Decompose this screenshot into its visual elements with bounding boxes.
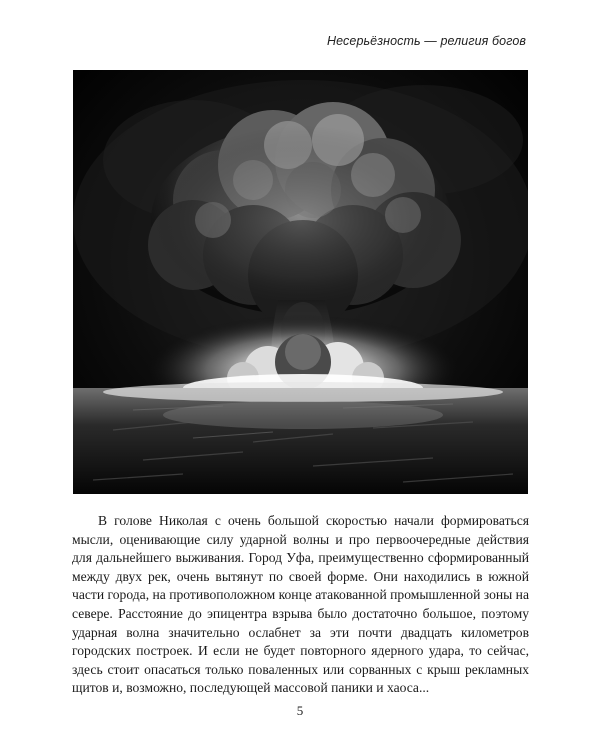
- body-paragraph: В голове Николая с очень большой скоростью начали формироваться мысли, оценивающие силу ударной волны и про первоочередные действия для дальнейшего выживания. Город Уфа, преимущественно сформированный между двух рек, очень вытянут по своей форме. Они находились в южной части города, на противоположном конце атакованной промышленной зоны на севере. Расстояние до эпицентра взрыва было достаточно большое, поэтому ударная волна значительно ослабнет за эти почти двадцать километров городских построек. И если не будет повторного ядерного удара, то сейчас, здесь стоит опасаться только поваленных или сорванных с крыш рекламных щитов и, возможно, последующей массовой паники и хаоса...: [72, 513, 529, 696]
- explosion-photo: [73, 70, 528, 494]
- page-number: 5: [296, 703, 304, 718]
- mushroom-cloud-image: [73, 70, 528, 494]
- running-head-title: Несерьёзность — религия богов: [327, 34, 526, 48]
